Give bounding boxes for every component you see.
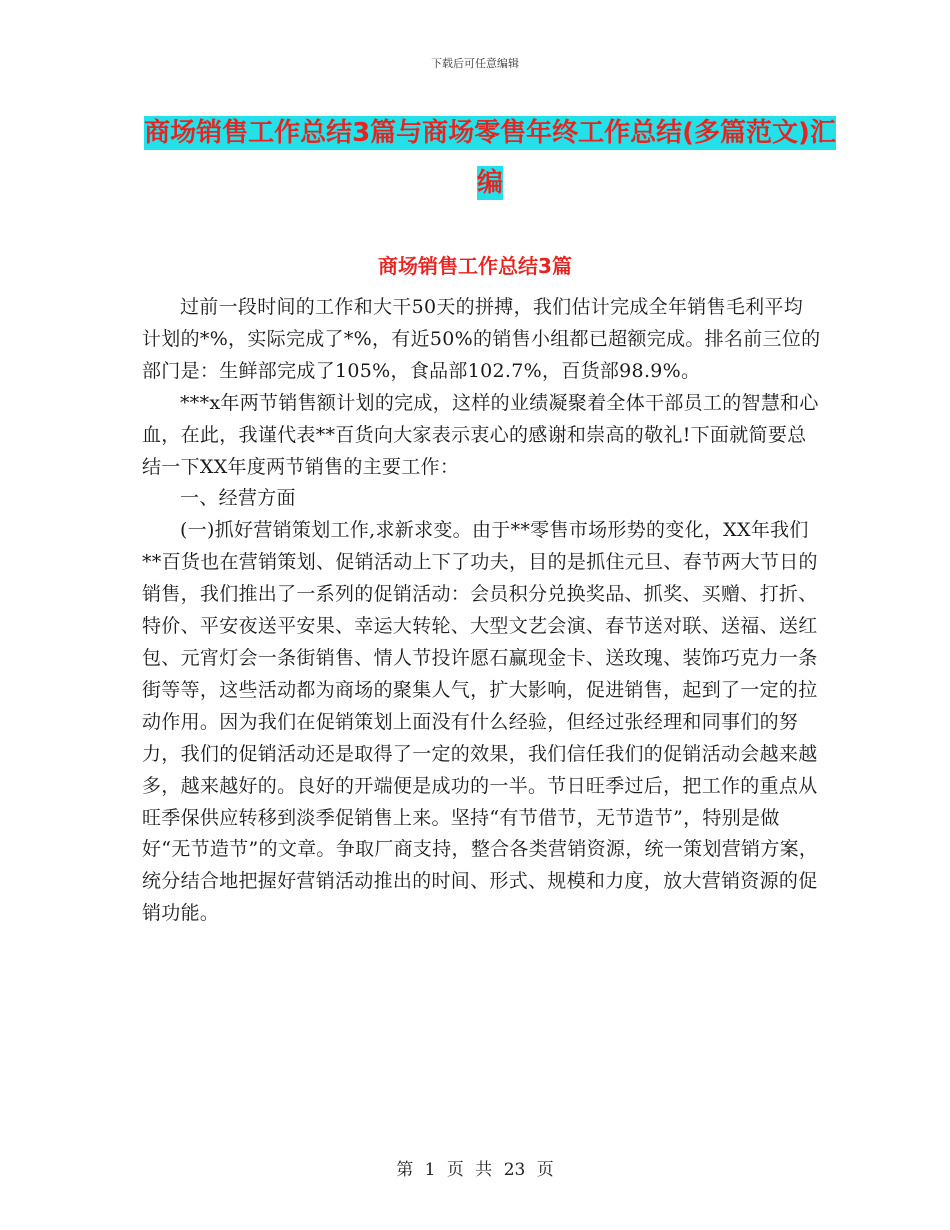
paragraph-heading: 一、经营方面: [180, 487, 296, 510]
paragraph: ***x年两节销售额计划的完成，这样的业绩凝聚着全体干部员工的智慧和心血，在此，我谨代表**百货向大家表示衷心的感谢和崇高的敬礼!下面就简要总结一下XX年度两节销售的主要工作：: [142, 391, 819, 478]
section-title: 商场销售工作总结3篇: [378, 254, 572, 278]
body-text: [142, 292, 822, 930]
header-note: 下载后可任意编辑: [431, 57, 519, 70]
document-title-text: 商场销售工作总结3篇与商场零售年终工作总结(多篇范文)汇编: [144, 118, 836, 198]
paragraph: 过前一段时间的工作和大干50天的拼搏，我们估计完成全年销售毛利平均计划的*%，实际完成了*%，有近50%的销售小组都已超额完成。排名前三位的部门是：生鲜部完成了105%，食品部102.7%，百货部98.9%。: [142, 296, 821, 382]
page-footer: 第 1 页 共 23 页: [396, 1160, 554, 1180]
paragraph: (一)抓好营销策划工作,求新求变。由于**零售市场形势的变化，XX年我们**百货也在营销策划、促销活动上下了功夫，目的是抓住元旦、春节两大节日的销售，我们推出了一系列的促销活动：会员积分兑换奖品、抓奖、买赠、打折、特价、平安夜送平安果、幸运大转轮、大型文艺会演、春节送对联、送福、送红包、元宵灯会一条街销售、情人节投许愿石赢现金卡、送玫瑰、装饰巧克力一条街等等，这些活动都为商场的聚集人气，扩大影响，促进销售，起到了一定的拉动作用。因为我们在促销策划上面没有什么经验，但经过张经理和同事们的努力，我们的促销活动还是取得了一定的效果，我们信任我们的促销活动会越来越多，越来越好的。良好的开端便是成功的一半。节日旺季过后，把工作的重点从旺季保供应转移到淡季促销售上来。坚持“有节借节，无节造节”，特别是做好“无节造节”的文章。争取厂商支持，整合各类营销资源，统一策划营销方案，统分结合地把握好营销活动推出的时间、形式、规模和力度，放大营销资源的促销功能。: [142, 519, 819, 925]
document-title: [140, 108, 840, 208]
